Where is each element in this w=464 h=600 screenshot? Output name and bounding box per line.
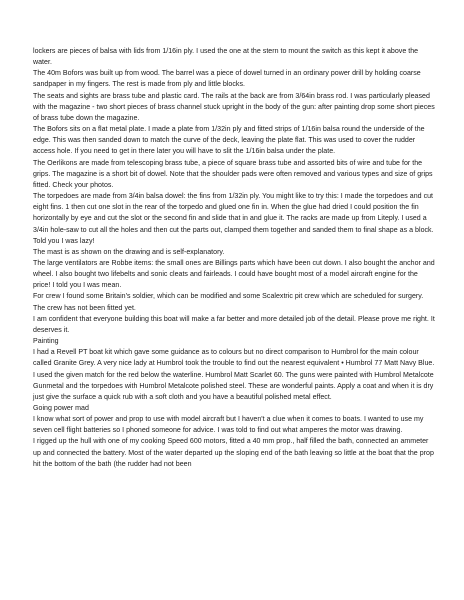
paragraph-ventilators: The large ventilators are Robbe items: the small ones are Billings parts which have been cut down. I also bought the anchor and wheel. I also bought two lifebelts and sonic cleats and fairleads. I could have bought most of a model aircraft engine for the price! I told you I was mean.: [33, 259, 435, 290]
heading-going-power-mad: Going power mad: [33, 405, 89, 412]
paragraph-bath-test: I rigged up the hull with one of my cooking Speed 600 motors, fitted a 40 mm prop., half filled the bath, connected an ammeter up and connected the battery. Most of the water departed up the sloping end of the bath leaving so little at the boat that the prop hit the bottom of the bath (the rudder had not been: [33, 438, 434, 468]
paragraph-painting: I had a Revell PT boat kit which gave some guidance as to colours but no direct comparison to Humbrol for the main colour called Granite Grey. A very nice lady at Humbrol took the trouble to find out the nearest equivalent • Humbrol 77 Matt Navy Blue. I used the given match for the red below the waterline. Humbrol Matt Scarlet 60. The guns were painted with Humbrol Metalcote Gunmetal and the torpedoes with Humbrol Metalcote polished steel. These are wonderful paints. Apply a coat and when it is dry just give the surface a quick rub with a soft cloth and you have a beautiful polished metal effect.: [33, 349, 435, 401]
paragraph-oerlikons: The Oerlikons are made from telescoping brass tube, a piece of square brass tube and assorted bits of wire and tube for the grips. The magazine is a short bit of dowel. Note that the shoulder pads were often removed and various types and size of grips fitted. Check your photos.: [33, 159, 433, 189]
paragraph-bofors-build: The 40m Bofors was built up from wood. The barrel was a piece of dowel turned in an ordinary power drill by holding coarse sandpaper in my fingers. The rest is made from ply and little blocks.: [33, 70, 421, 89]
paragraph-bofors-plate: The Bofors sits on a flat metal plate. I made a plate from 1/32in ply and fitted strips of 1/16in balsa round the underside of the edge. This was then sanded down to match the curve of the deck, leaving the plate flat. This was used to cover the rudder access hole. If you need to get in there later you will have to slit the 1/16in balsa under the plate.: [33, 126, 425, 156]
paragraph-mast: The mast is as shown on the drawing and is self-explanatory.: [33, 248, 225, 256]
document-page: [33, 46, 435, 470]
paragraph-power-advice: I know what sort of power and prop to use with model aircraft but I haven't a clue when it comes to boats. I wanted to use my seven cell flight batteries so I phoned someone for advice. I was told to find out what amperes the motor was drawing.: [33, 416, 424, 435]
paragraph-seats-sights: The seats and sights are brass tube and plastic card. The rails at the back are from 3/64in brass rod. I was particularly pleased with the magazine - two short pieces of brass channel stuck upright in the body of the gun: after painting drop some short pieces of brass tube down the magazine.: [33, 92, 435, 122]
paragraph-crew: For crew I found some Britain's soldier, which can be modified and some Scalextric pit crew which are scheduled for surgery. The crew has not been fitted yet.: [33, 293, 424, 312]
paragraph-torpedoes: The torpedoes are made from 3/4in balsa dowel: the fins from 1/32in ply. You might like to try this: I made the torpedoes and cut eight fins. 1 then cut one slot in the rear of the torpedo and glued one fin in. When the glue had dried I could position the fin horizontally by eye and cut the slot or the second fin and slide that in and glue it. The racks are made up from Liteply. I used a 3/4in hole-saw to cut all the holes and then cut the parts out, clamped them together and sanded them to final shape as a block. Told you I was lazy!: [33, 193, 434, 245]
paragraph-confidence: I am confident that everyone building this boat will make a far better and more detailed job of the detail. Please prove me right. It deserves it.: [33, 315, 435, 334]
paragraph-lockers: lockers are pieces of balsa with lids from 1/16in ply. I used the one at the stern to mount the switch as this kept it above the water.: [33, 48, 419, 67]
heading-painting: Painting: [33, 338, 59, 346]
